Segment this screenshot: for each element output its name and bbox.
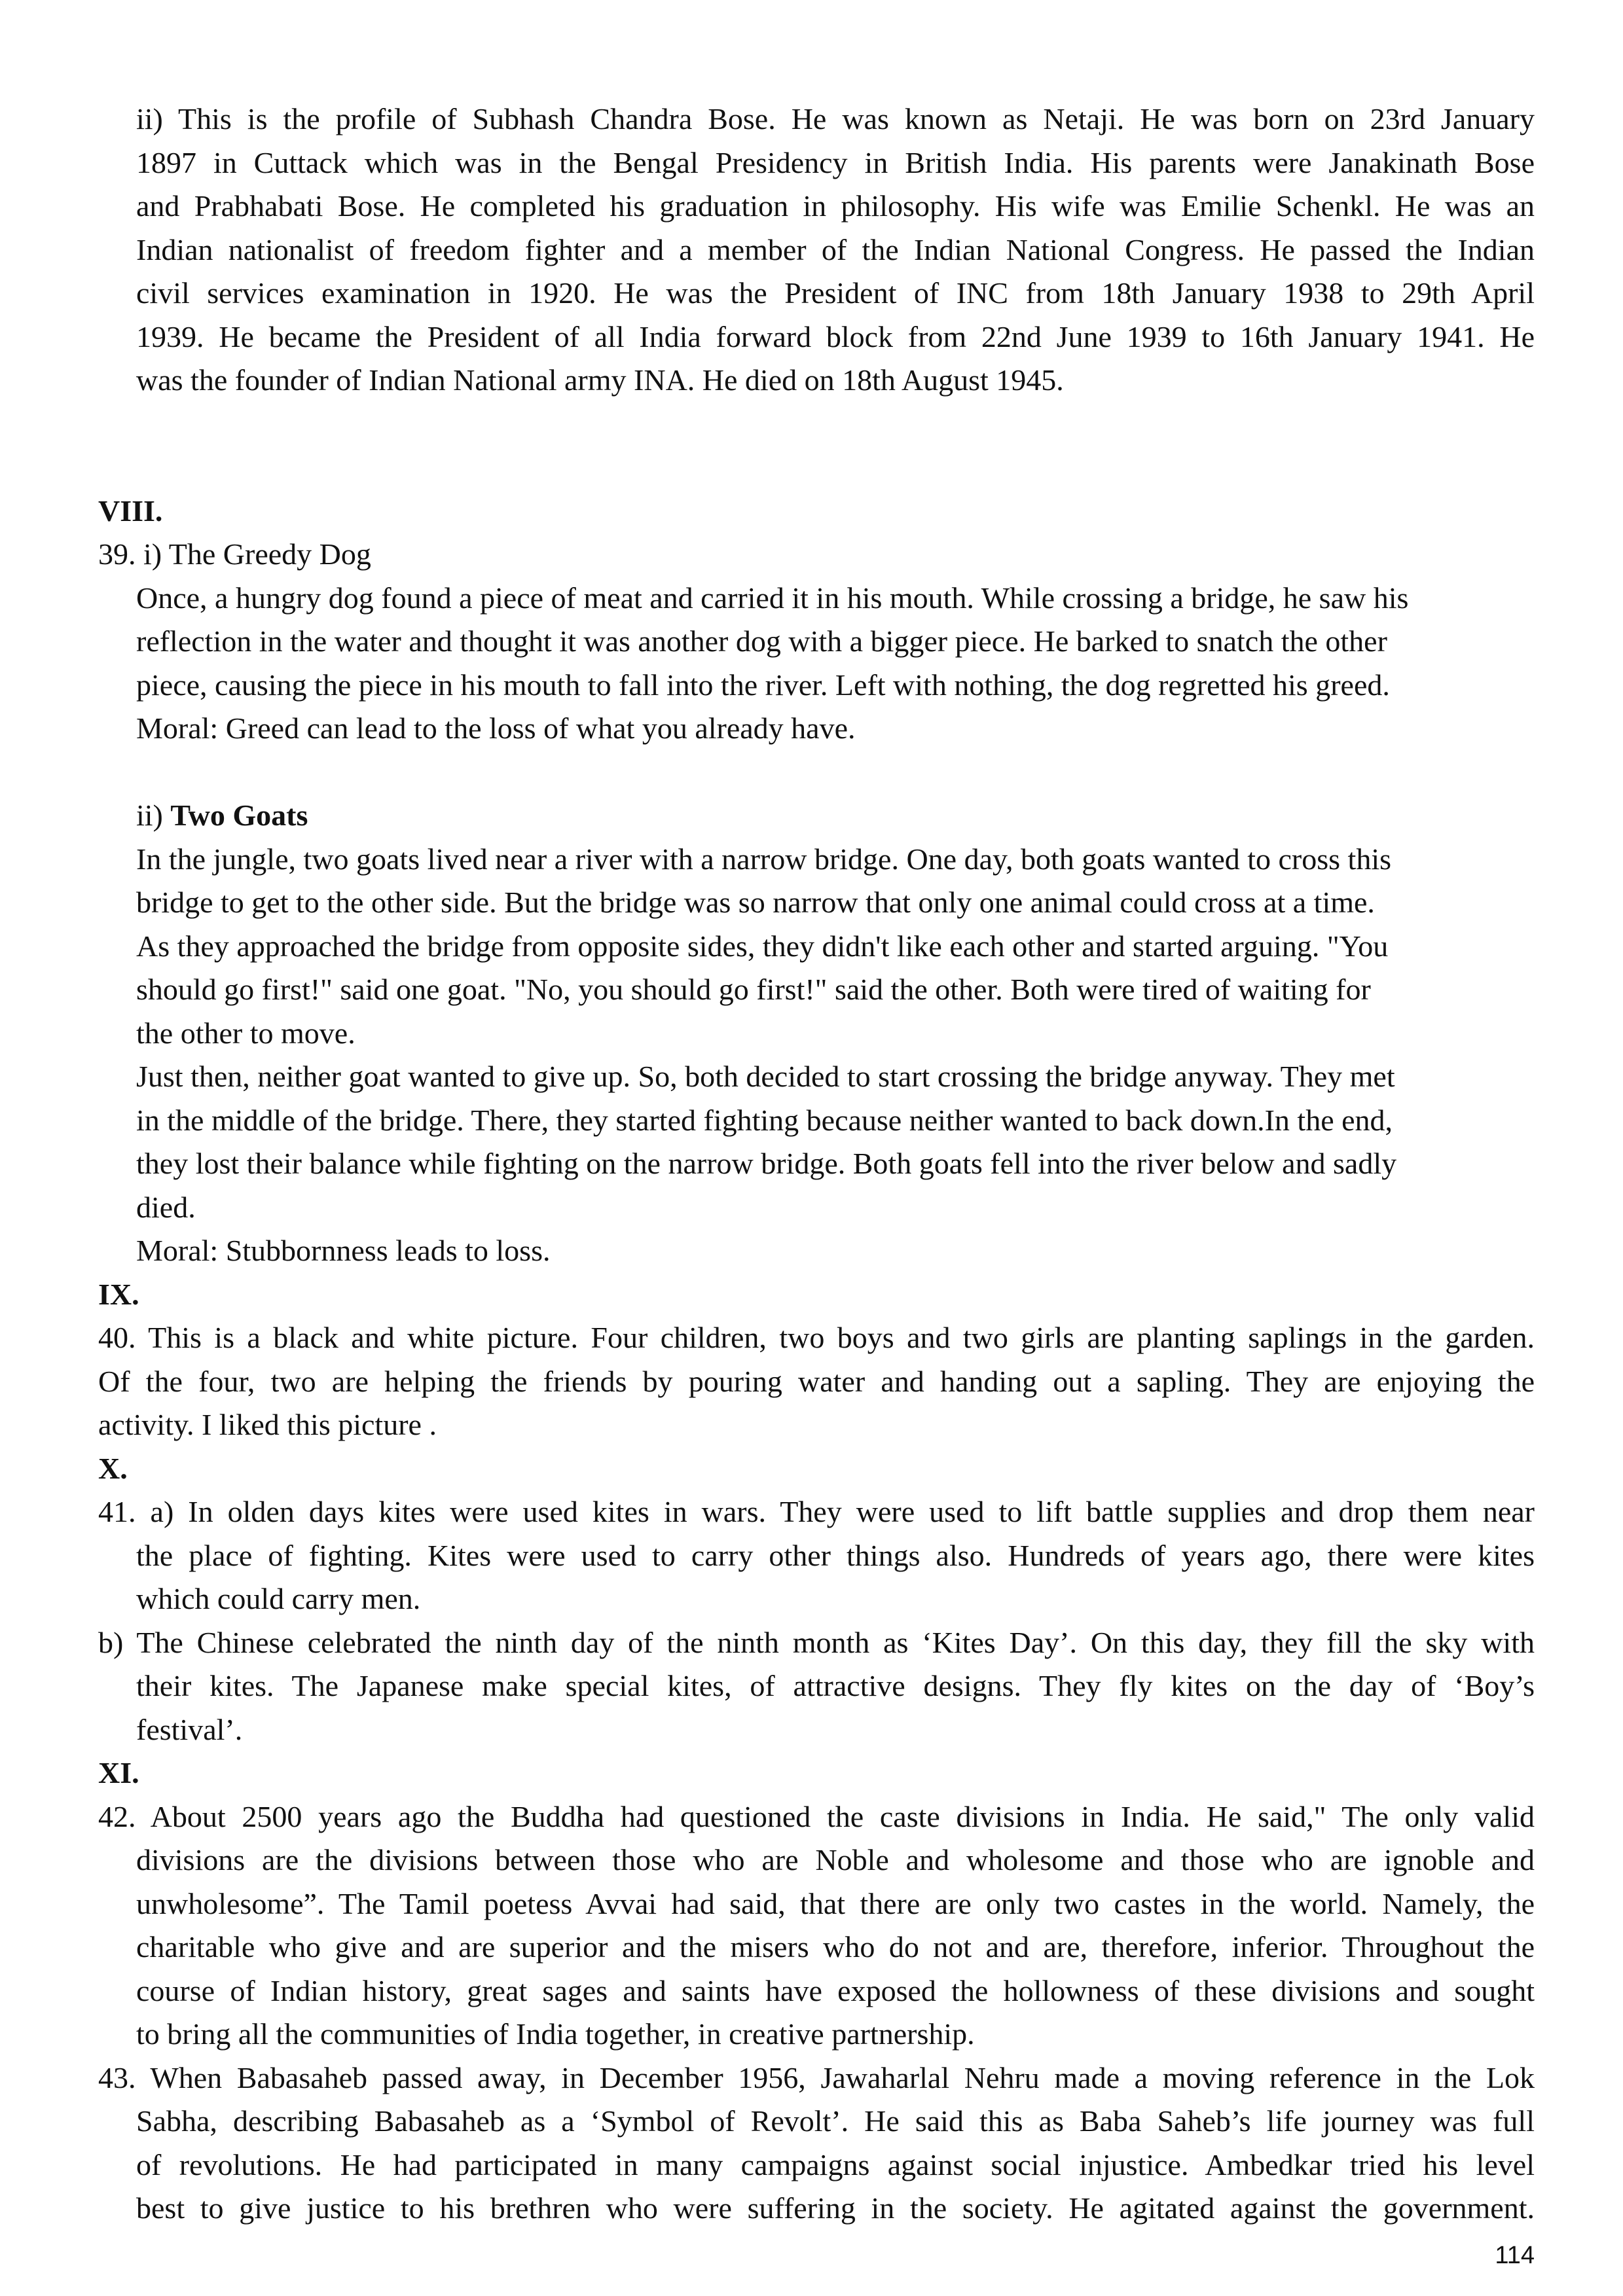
text-line: b) The Chinese celebrated the ninth day of the ninth month as ‘Kites Day’. On this day, they fill the sky with bbox=[98, 1625, 1535, 1659]
section-heading bbox=[98, 1273, 1535, 1317]
text-line: to bring all the communities of India together, in creative partnership. bbox=[136, 2017, 975, 2051]
text-line: Indian nationalist of freedom fighter and a member of the Indian National Congress. He passed the Indian bbox=[136, 232, 1535, 266]
text-line: 1897 in Cuttack which was in the Bengal Presidency in British India. His parents were Janakinath Bose bbox=[136, 145, 1535, 179]
text-line: 39. i) The Greedy Dog bbox=[98, 537, 371, 571]
page-number: 114 bbox=[1495, 2242, 1535, 2269]
text-line: Once, a hungry dog found a piece of meat and carried it in his mouth. While crossing a bridge, he saw his bbox=[136, 581, 1409, 615]
story-title: Two Goats bbox=[170, 798, 308, 832]
text-line: died. bbox=[136, 1190, 196, 1224]
text-line: their kites. The Japanese make special kites, of attractive designs. They fly kites on the day of ‘Boy’s bbox=[136, 1669, 1535, 1702]
text-line: was the founder of Indian National army INA. He died on 18th August 1945. bbox=[136, 363, 1064, 397]
text-line: Moral: Greed can lead to the loss of what you already have. bbox=[136, 711, 856, 745]
text-line: Sabha, describing Babasaheb as a ‘Symbol of Revolt’. He said this as Baba Saheb’s life journey was full bbox=[136, 2104, 1535, 2138]
text-line: the other to move. bbox=[136, 1016, 356, 1050]
paragraph bbox=[98, 1795, 1535, 2056]
text-line bbox=[98, 794, 1535, 838]
blank-line bbox=[98, 403, 1535, 446]
paragraph bbox=[98, 98, 1535, 403]
text-line: charitable who give and are superior and the misers who do not and are, therefore, inferior. Throughout the bbox=[136, 1930, 1535, 1964]
text-line: X. bbox=[98, 1451, 128, 1485]
text-line: Just then, neither goat wanted to give up. So, both decided to start crossing the bridge anyway. They met bbox=[136, 1060, 1395, 1093]
paragraph bbox=[98, 1316, 1535, 1447]
paragraph bbox=[98, 533, 1535, 577]
text-line: IX. bbox=[98, 1277, 139, 1311]
section-heading bbox=[98, 490, 1535, 533]
spacer bbox=[98, 403, 1535, 446]
text-line: should go first!" said one goat. "No, you should go first!" said the other. Both were tired of waiting for bbox=[136, 973, 1371, 1006]
blank-line bbox=[98, 446, 1535, 490]
paragraph bbox=[98, 794, 1535, 838]
text-line: VIII. bbox=[98, 493, 163, 528]
text-line: piece, causing the piece in his mouth to fall into the river. Left with nothing, the dog regretted his greed. bbox=[136, 668, 1390, 702]
text-line: unwholesome”. The Tamil poetess Avvai had said, that there are only two castes in the world. Namely, the bbox=[136, 1886, 1535, 1920]
paragraph bbox=[98, 838, 1535, 1273]
text-line: reflection in the water and thought it was another dog with a bigger piece. He barked to snatch the other bbox=[136, 624, 1387, 658]
text-line: best to give justice to his brethren who were suffering in the society. He agitated against the government. bbox=[136, 2191, 1535, 2225]
text-line: of revolutions. He had participated in many campaigns against social injustice. Ambedkar tried his level bbox=[136, 2147, 1535, 2181]
text-line: in the middle of the bridge. There, they started fighting because neither wanted to back down.In the end, bbox=[136, 1103, 1393, 1137]
paragraph bbox=[98, 1490, 1535, 1621]
paragraph bbox=[98, 1621, 1535, 1752]
text-line: XI. bbox=[98, 1756, 139, 1789]
spacer bbox=[98, 751, 1535, 795]
text-line: they lost their balance while fighting on the narrow bridge. Both goats fell into the river below and sadly bbox=[136, 1147, 1397, 1180]
blank-line bbox=[98, 751, 1535, 795]
section-heading bbox=[98, 1447, 1535, 1491]
text-line: which could carry men. bbox=[136, 1582, 421, 1615]
text-line: bridge to get to the other side. But the bridge was so narrow that only one animal could cross at a time. bbox=[136, 886, 1375, 919]
text-line: divisions are the divisions between those who are Noble and wholesome and those who are ignoble and bbox=[136, 1843, 1535, 1876]
text-line: and Prabhabati Bose. He completed his graduation in philosophy. His wife was Emilie Schenkl. He was an bbox=[136, 189, 1535, 223]
text-line: 42. About 2500 years ago the Buddha had questioned the caste divisions in India. He said," The only valid bbox=[98, 1799, 1535, 1833]
text-line: 43. When Babasaheb passed away, in December 1956, Jawaharlal Nehru made a moving reference in the Lok bbox=[98, 2060, 1535, 2094]
text-line: 40. This is a black and white picture. Four children, two boys and two girls are planting saplings in the garden. bbox=[98, 1321, 1535, 1354]
text-line: As they approached the bridge from opposite sides, they didn't like each other and started arguing. "You bbox=[136, 929, 1389, 963]
text-line: 41. a) In olden days kites were used kites in wars. They were used to lift battle supplies and drop them near bbox=[98, 1495, 1535, 1528]
section-heading bbox=[98, 1751, 1535, 1795]
text-line: 1939. He became the President of all India forward block from 22nd June 1939 to 16th January 1941. He bbox=[136, 319, 1535, 353]
paragraph bbox=[98, 2056, 1535, 2231]
text-line: civil services examination in 1920. He was the President of INC from 18th January 1938 to 29th April bbox=[136, 276, 1535, 310]
spacer bbox=[98, 446, 1535, 490]
item-label: ii) bbox=[136, 798, 171, 832]
text-line: Of the four, two are helping the friends by pouring water and handing out a sapling. They are enjoying the bbox=[98, 1364, 1535, 1398]
text-line: course of Indian history, great sages and saints have exposed the hollowness of these divisions and sought bbox=[136, 1973, 1535, 2007]
text-line: activity. I liked this picture . bbox=[98, 1408, 437, 1441]
document-page bbox=[98, 98, 1535, 2231]
text-line: In the jungle, two goats lived near a river with a narrow bridge. One day, both goats wanted to cross this bbox=[136, 842, 1392, 876]
paragraph bbox=[98, 577, 1535, 751]
text-line: Moral: Stubbornness leads to loss. bbox=[136, 1234, 551, 1267]
text-line: festival’. bbox=[136, 1712, 243, 1746]
text-line: the place of fighting. Kites were used to carry other things also. Hundreds of years ago, there were kites bbox=[136, 1538, 1535, 1572]
text-line: ii) This is the profile of Subhash Chandra Bose. He was known as Netaji. He was born on 23rd January bbox=[136, 102, 1535, 135]
